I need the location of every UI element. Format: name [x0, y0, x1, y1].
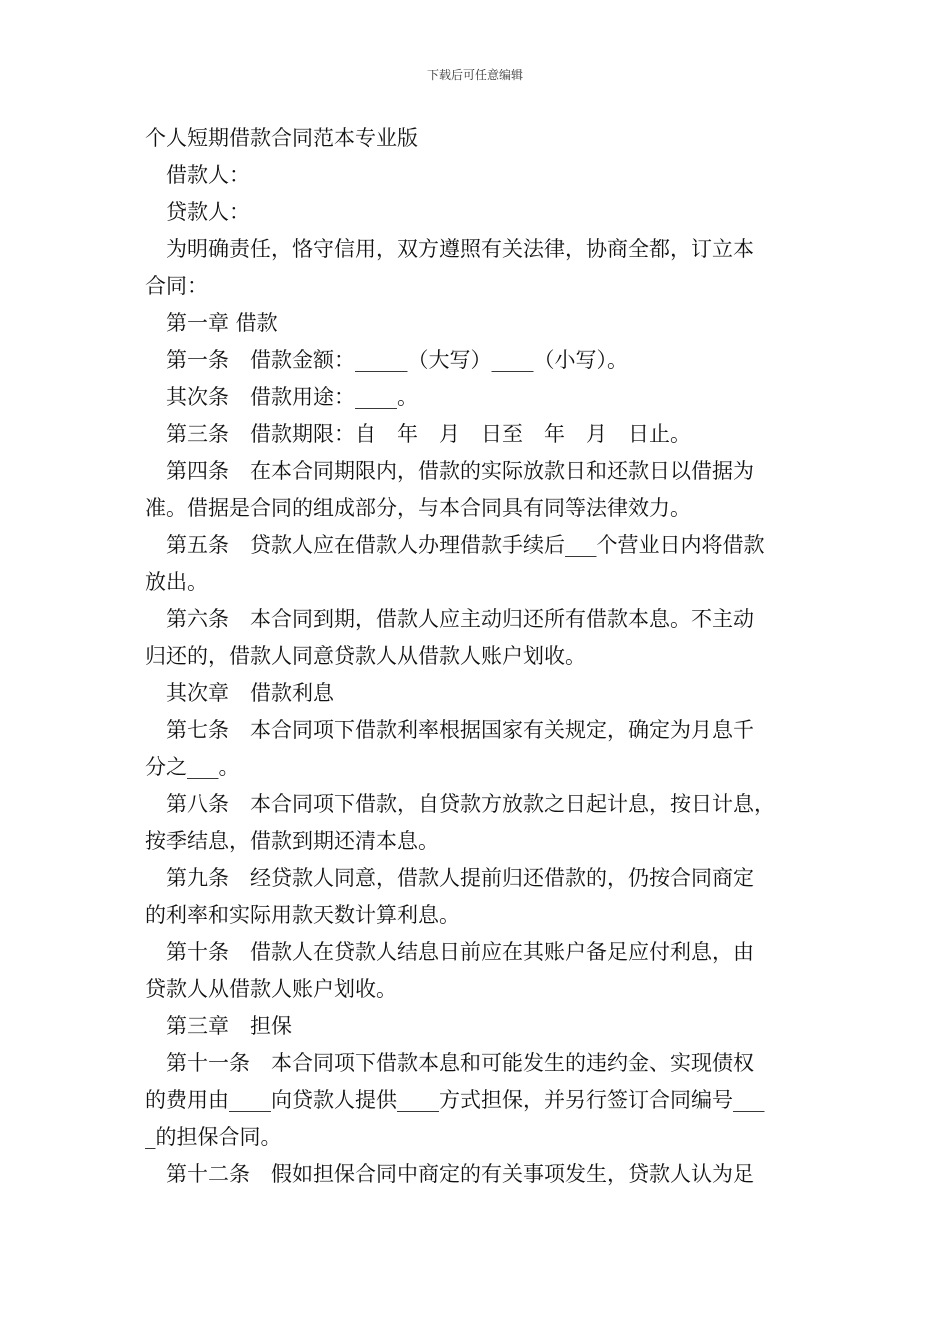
article-line: 第一条 借款金额：_____（大写）____（小写）。	[166, 348, 628, 372]
borrower-line: 借款人：	[166, 163, 250, 187]
article-line: 分之___。	[145, 755, 240, 779]
chapter-heading: 第一章 借款	[166, 311, 278, 335]
preamble-line: 合同：	[145, 274, 208, 298]
article-line: 第十一条 本合同项下借款本息和可能发生的违约金、实现债权	[166, 1051, 754, 1075]
page-header: 下载后可任意编辑	[426, 68, 523, 82]
article-line: 第四条 在本合同期限内，借款的实际放款日和还款日以借据为	[166, 459, 754, 483]
article-line: 第五条 贷款人应在借款人办理借款手续后___个营业日内将借款	[166, 533, 765, 557]
article-line: 第十二条 假如担保合同中商定的有关事项发生，贷款人认为足	[166, 1162, 754, 1186]
article-line: 归还的，借款人同意贷款人从借款人账户划收。	[145, 644, 586, 668]
document-title: 个人短期借款合同范本专业版	[145, 126, 418, 150]
article-line: 的费用由____向贷款人提供____方式担保，并另行签订合同编号___	[145, 1088, 765, 1112]
article-line: 第三条 借款期限：自 年 月 日至 年 月 日止。	[166, 422, 691, 446]
chapter-heading: 其次章 借款利息	[166, 681, 334, 705]
article-line: _的担保合同。	[145, 1125, 282, 1149]
article-line: 第八条 本合同项下借款，自贷款方放款之日起计息，按日计息，	[166, 792, 775, 816]
chapter-heading: 第三章 担保	[166, 1014, 292, 1038]
article-line: 第七条 本合同项下借款利率根据国家有关规定，确定为月息千	[166, 718, 754, 742]
article-line: 第十条 借款人在贷款人结息日前应在其账户备足应付利息，由	[166, 940, 754, 964]
document-body	[145, 120, 820, 1193]
preamble-line: 为明确责任，恪守信用，双方遵照有关法律，协商全都，订立本	[166, 237, 754, 261]
article-line: 准。借据是合同的组成部分，与本合同具有同等法律效力。	[145, 496, 691, 520]
lender-line: 贷款人：	[166, 200, 250, 224]
article-line: 其次条 借款用途：____。	[166, 385, 418, 409]
article-line: 第九条 经贷款人同意，借款人提前归还借款的，仍按合同商定	[166, 866, 754, 890]
article-line: 贷款人从借款人账户划收。	[145, 977, 397, 1001]
article-line: 按季结息，借款到期还清本息。	[145, 829, 439, 853]
article-line: 第六条 本合同到期，借款人应主动归还所有借款本息。不主动	[166, 607, 754, 631]
article-line: 的利率和实际用款天数计算利息。	[145, 903, 460, 927]
article-line: 放出。	[145, 570, 208, 594]
